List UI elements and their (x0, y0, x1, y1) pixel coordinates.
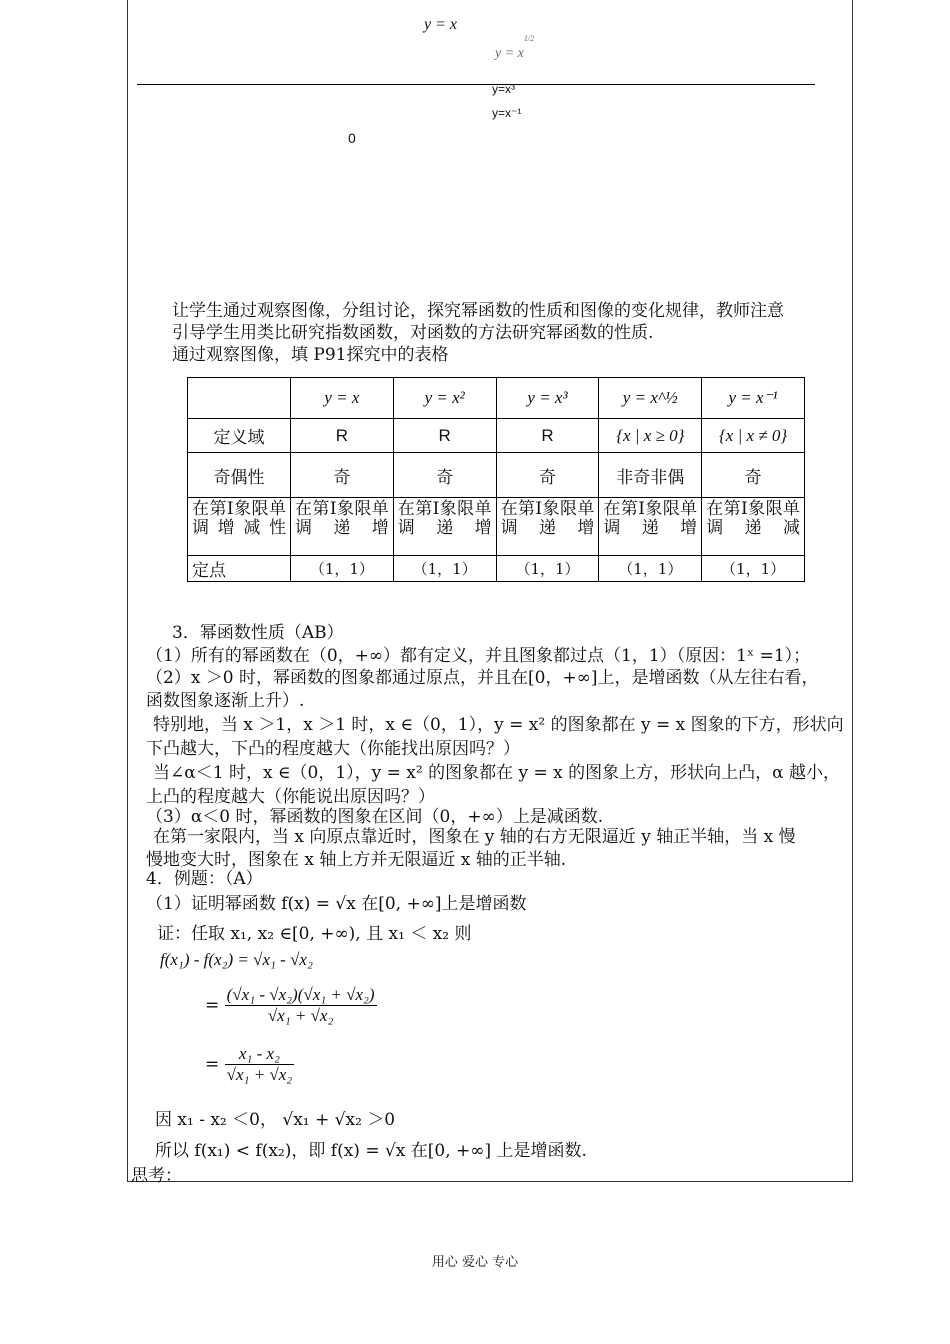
table-cell: 在第Ⅰ象限单调递减 (702, 498, 805, 556)
table-cell: 非奇非偶 (599, 453, 702, 498)
property-6a: 在第一家限内，当 x 向原点靠近时，图象在 y 轴的右方无限逼近 y 轴正半轴，当 x 慢 (153, 827, 796, 847)
table-cell: R (393, 419, 496, 453)
power-function-table (187, 377, 805, 582)
table-cell: （1，1） (702, 556, 805, 582)
table-header-row (188, 378, 805, 419)
property-1: （1）所有的幂函数在（0，+∞）都有定义，并且图象都过点（1，1）（原因：1ˣ =1）； (146, 646, 811, 666)
proof-eq-2-denominator: √x₁ + √x₂ (267, 1006, 334, 1025)
table-row-label: 定义域 (188, 419, 291, 453)
property-2a: （2）x ＞0 时，幂函数的图象都通过原点，并且在[0，+∞]上，是增函数（从左往右看， (146, 668, 819, 688)
intro-line-1: 让学生通过观察图像，分组讨论，探究幂函数的性质和图像的变化规律，教师注意 (172, 301, 784, 321)
proof-start: 证：任取 x₁, x₂ ∈[0, +∞), 且 x₁ ＜ x₂ 则 (157, 924, 472, 944)
graph-label-y-xinv: y=x⁻¹ (492, 106, 522, 120)
graph-label-y-x3: y=x³ (492, 82, 516, 96)
table-header-cell (188, 378, 291, 419)
property-3a: 特别地，当 x ＞1，x ＞1 时，x ∈（0，1），y = x² 的图象都在 y = x 图象的下方，形状向 (153, 715, 844, 735)
table-header-cell: y = x^½ (599, 378, 702, 419)
x-axis-line (137, 84, 815, 85)
property-4b: 上凸的程度越大（你能说出原因吗？） (146, 787, 435, 807)
table-cell: （1，1） (496, 556, 599, 582)
table-cell: 奇 (496, 453, 599, 498)
property-2b: 函数图象逐渐上升）. (146, 691, 305, 711)
proof-eq-2-numerator: (√x₁ - √x₂)(√x₁ + √x₂) (226, 985, 375, 1004)
table-row (188, 453, 805, 498)
proof-conclusion: 所以 f(x₁) < f(x₂)，即 f(x) = √x 在[0, +∞] 上是增函数. (155, 1141, 587, 1161)
graph-origin-label: 0 (348, 130, 356, 146)
proof-eq-3-denominator: √x₁ + √x₂ (226, 1065, 293, 1084)
intro-line-2: 引导学生用类比研究指数函数，对函数的方法研究幂函数的性质. (172, 323, 654, 343)
think-label: 思考： (131, 1166, 182, 1186)
example-heading: 4．例题：（A） (146, 869, 263, 889)
proof-eq-3-numerator: x₁ - x₂ (225, 1044, 295, 1065)
table-cell: （1，1） (599, 556, 702, 582)
table-header-cell: y = x² (393, 378, 496, 419)
graph-label-y-x: y = x (424, 16, 457, 33)
proof-because: 因 x₁ - x₂ ＜0， √x₁ + √x₂ ＞0 (155, 1110, 396, 1130)
property-4a: 当∠α＜1 时，x ∈（0，1），y = x² 的图象都在 y = x 的图象上方，形状向上凸，α 越小， (153, 763, 841, 783)
table-row (188, 419, 805, 453)
table-cell: 奇 (291, 453, 394, 498)
table-row (188, 498, 805, 556)
table-cell: 奇 (393, 453, 496, 498)
graph-label-y-sqrt: $y = x^{1/2}$ (495, 34, 535, 61)
intro-line-3: 通过观察图像，填 P91探究中的表格 (172, 345, 449, 365)
property-5: （3）α＜0 时，幂函数的图象在区间（0，+∞）上是减函数. (146, 807, 604, 827)
table-header-cell: y = x³ (496, 378, 599, 419)
table-cell: 在第Ⅰ象限单调递增 (599, 498, 702, 556)
table-cell: 在第Ⅰ象限单调递增 (496, 498, 599, 556)
table-cell: 奇 (702, 453, 805, 498)
table-cell: （1，1） (393, 556, 496, 582)
table-cell: （1，1） (291, 556, 394, 582)
page-footer: 用心 爱心 专心 (431, 1255, 519, 1270)
table-cell: {x | x ≠ 0} (702, 419, 805, 453)
table-cell: R (496, 419, 599, 453)
proof-eq-1: f(x₁) - f(x₂) = √x₁ - √x₂ (160, 950, 313, 969)
property-3b: 下凸越大，下凸的程度越大（你能找出原因吗？） (146, 739, 520, 759)
table-row-label: 奇偶性 (188, 453, 291, 498)
table-header-cell: y = x⁻¹ (702, 378, 805, 419)
table-cell: {x | x ≥ 0} (599, 419, 702, 453)
proof-eq-2-fraction (225, 985, 377, 1026)
table-cell: 在第Ⅰ象限单调递增 (393, 498, 496, 556)
table-cell: R (291, 419, 394, 453)
proof-eq-2: = $\frac{\text{(√x₁ - √x₂)(√x₁ + √x₂)}}{\text{√x₁ + √x₂}}$ (205, 985, 375, 1025)
properties-heading: 3．幂函数性质（AB） (172, 623, 344, 643)
table-header-cell: y = x (291, 378, 394, 419)
example-question: （1）证明幂函数 f(x) = √x 在[0, +∞]上是增函数 (146, 894, 527, 914)
table-cell: 在第Ⅰ象限单调递增 (291, 498, 394, 556)
proof-eq-3: = $\frac{\text{x₁ - x₂}}{\text{√x₁ + √x₂}}$ (205, 1044, 293, 1084)
table-row (188, 556, 805, 582)
table-row-label: 定点 (188, 556, 291, 582)
property-6b: 慢地变大时，图象在 x 轴上方并无限逼近 x 轴的正半轴. (146, 850, 567, 870)
graph-label-y-sqrt-exp: 1/2 (523, 34, 535, 44)
proof-eq-3-fraction (225, 1044, 295, 1085)
table-row-label: 在第Ⅰ象限单调增减性 (188, 498, 291, 556)
